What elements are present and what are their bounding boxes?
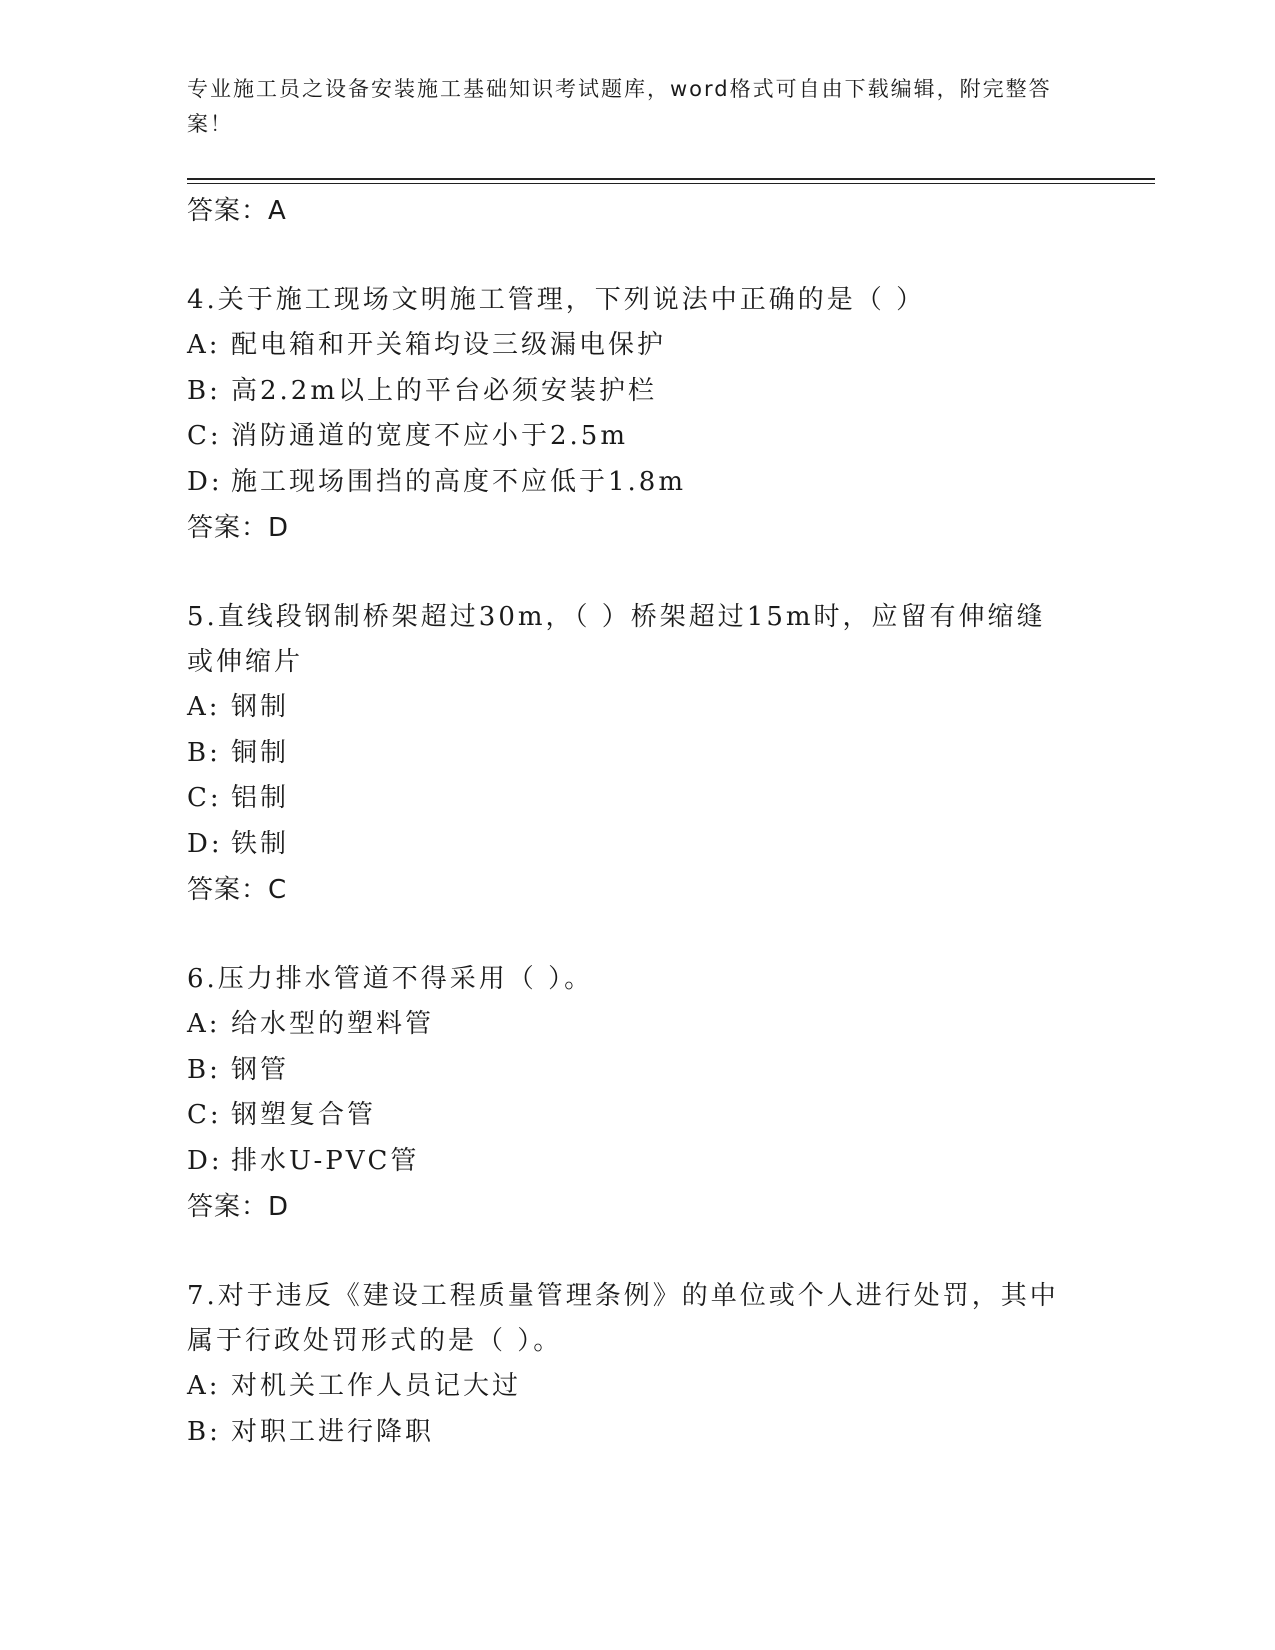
option-key: D: [187, 1145, 223, 1176]
question-block [187, 957, 1067, 1230]
option-text: 消防通道的宽度不应小于2.5m [231, 421, 629, 451]
document-header: 专业施工员之设备安装施工基础知识考试题库，word格式可自由下载编辑，附完整答案！ [187, 77, 1052, 136]
option-a [187, 1364, 1067, 1410]
option-key: B: [187, 375, 221, 406]
option-text: 对机关工作人员记大过 [231, 1371, 522, 1401]
option-d [187, 1139, 1067, 1185]
option-text: 给水型的塑料管 [231, 1009, 435, 1039]
document-body [187, 188, 1067, 1455]
option-key: D: [187, 466, 223, 497]
question-block [187, 595, 1067, 913]
option-text: 钢管 [231, 1054, 290, 1085]
option-text: 铁制 [231, 828, 290, 859]
option-text: 施工现场围挡的高度不应低于1.8m [231, 466, 687, 497]
option-text: 对职工进行降职 [231, 1416, 435, 1447]
option-key: B: [187, 1054, 221, 1085]
option-key: A: [187, 1371, 221, 1401]
option-c [187, 776, 1067, 822]
option-text: 铜制 [231, 737, 290, 768]
option-key: A: [187, 330, 221, 360]
option-text: 钢塑复合管 [231, 1100, 377, 1130]
option-key: C: [187, 421, 222, 451]
question-stem: 7.对于违反《建设工程质量管理条例》的单位或个人进行处罚，其中属于行政处罚形式的是（ ）。 [187, 1281, 1059, 1356]
option-key: B: [187, 1416, 221, 1447]
answer-line: 答案：A [187, 196, 287, 226]
option-b [187, 1410, 1067, 1456]
header-rule-thick [187, 178, 1155, 180]
option-text: 排水U-PVC管 [231, 1145, 420, 1176]
answer-line: 答案：D [187, 513, 290, 543]
option-key: C: [187, 783, 222, 813]
option-b [187, 1048, 1067, 1094]
answer-line: 答案：C [187, 875, 288, 905]
answer-line: 答案：D [187, 1192, 290, 1222]
option-b [187, 731, 1067, 777]
option-key: D: [187, 828, 223, 859]
header-rule-thin [187, 183, 1155, 184]
option-key: B: [187, 737, 221, 768]
question-block [187, 1274, 1067, 1455]
option-text: 配电箱和开关箱均设三级漏电保护 [231, 330, 667, 360]
question-block [187, 278, 1067, 551]
question-stem: 4.关于施工现场文明施工管理，下列说法中正确的是（ ） [187, 285, 926, 315]
option-text: 钢制 [231, 692, 290, 722]
option-a [187, 685, 1067, 731]
option-d [187, 460, 1067, 506]
option-key: A: [187, 692, 221, 722]
option-b [187, 369, 1067, 415]
question-stem: 6.压力排水管道不得采用（ ）。 [187, 964, 594, 994]
option-c [187, 1093, 1067, 1139]
option-a [187, 1002, 1067, 1048]
option-text: 铝制 [231, 783, 290, 813]
option-d [187, 822, 1067, 868]
option-c [187, 414, 1067, 460]
option-a [187, 323, 1067, 369]
option-text: 高2.2m以上的平台必须安装护栏 [231, 375, 658, 406]
option-key: C: [187, 1100, 222, 1130]
question-stem: 5.直线段钢制桥架超过30m，（ ）桥架超过15m时，应留有伸缩缝或伸缩片 [187, 602, 1046, 677]
option-key: A: [187, 1009, 221, 1039]
